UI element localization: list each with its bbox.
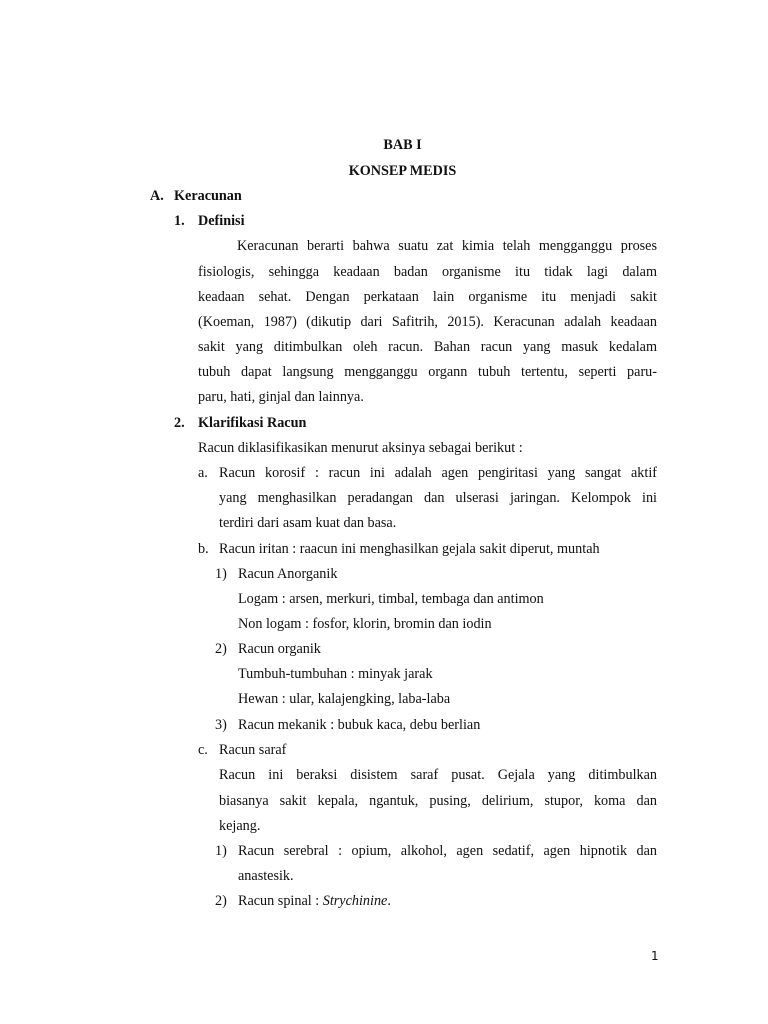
sub2-number: 2. (174, 415, 185, 431)
detail-line: Non logam : fosfor, klorin, bromin dan iodin (238, 616, 492, 632)
numbered-item-title: Racun Anorganik (238, 566, 338, 582)
detail-line: Tumbuh-tumbuhan : minyak jarak (238, 666, 433, 682)
chapter-title: KONSEP MEDIS (348, 163, 457, 179)
paragraph-line: terdiri dari asam kuat dan basa. (219, 515, 397, 531)
paragraph-line: Racun korosif : racun ini adalah agen pengiritasi yang sangat aktif (219, 466, 657, 481)
paragraph-line: Racun ini beraksi disistem saraf pusat. Gejala yang ditimbulkan (219, 768, 657, 783)
numbered-item-title: Racun organik (238, 641, 321, 657)
numbered-item-text: Racun spinal : Strychinine. (238, 893, 391, 909)
detail-line: Logam : arsen, merkuri, timbal, tembaga dan antimon (238, 591, 544, 607)
sub1-number: 1. (174, 213, 185, 229)
paragraph-line: paru, hati, ginjal dan lainnya. (198, 389, 364, 405)
numbered-marker: 1) (215, 566, 227, 582)
paragraph-line: anastesik. (238, 868, 294, 884)
numbered-marker: 1) (215, 843, 227, 859)
list-item-b-text: Racun iritan : raacun ini menghasilkan gejala sakit diperut, muntah (219, 541, 600, 557)
page-number: 1 (651, 949, 659, 963)
numbered-marker: 3) (215, 717, 227, 733)
paragraph-line: Keracunan berarti bahwa suatu zat kimia telah mengganggu proses (237, 239, 657, 254)
paragraph-line: yang menghasilkan peradangan dan ulserasi jaringan. Kelompok ini (219, 491, 657, 506)
numbered-marker: 2) (215, 641, 227, 657)
paragraph-line: biasanya sakit kepala, ngantuk, pusing, delirium, stupor, koma dan (219, 794, 657, 809)
paragraph-line: Racun serebral : opium, alkohol, agen sedatif, agen hipnotik dan (238, 844, 657, 859)
paragraph-line: sakit yang ditimbulkan oleh racun. Bahan racun yang masuk kedalam (198, 340, 657, 355)
italic-term: Strychinine (322, 893, 388, 909)
numbered-marker: 2) (215, 893, 227, 909)
sub2-intro: Racun diklasifikasikan menurut aksinya sebagai berikut : (198, 440, 523, 456)
section-a-letter: A. (150, 188, 164, 204)
detail-line: Hewan : ular, kalajengking, laba-laba (238, 691, 451, 707)
list-item-c-title: Racun saraf (219, 742, 287, 758)
sub2-title: Klarifikasi Racun (198, 415, 307, 431)
list-marker-a: a. (198, 465, 208, 481)
paragraph-line: tubuh dapat langsung mengganggu organn tubuh tertentu, seperti paru- (198, 365, 657, 380)
sub1-title: Definisi (198, 213, 245, 229)
paragraph-line: fisiologis, sehingga keadaan badan organisme itu tidak lagi dalam (198, 265, 657, 280)
list-marker-b: b. (198, 541, 209, 557)
paragraph-line: (Koeman, 1987) (dikutip dari Safitrih, 2015). Keracunan adalah keadaan (198, 315, 657, 330)
paragraph-line: keadaan sehat. Dengan perkataan lain organisme itu menjadi sakit (198, 290, 657, 305)
paragraph-line: kejang. (219, 818, 261, 834)
section-a-title: Keracunan (174, 188, 242, 204)
numbered-item-title: Racun mekanik : bubuk kaca, debu berlian (238, 717, 481, 733)
list-marker-c: c. (198, 742, 208, 758)
chapter-heading: BAB I (383, 137, 422, 153)
